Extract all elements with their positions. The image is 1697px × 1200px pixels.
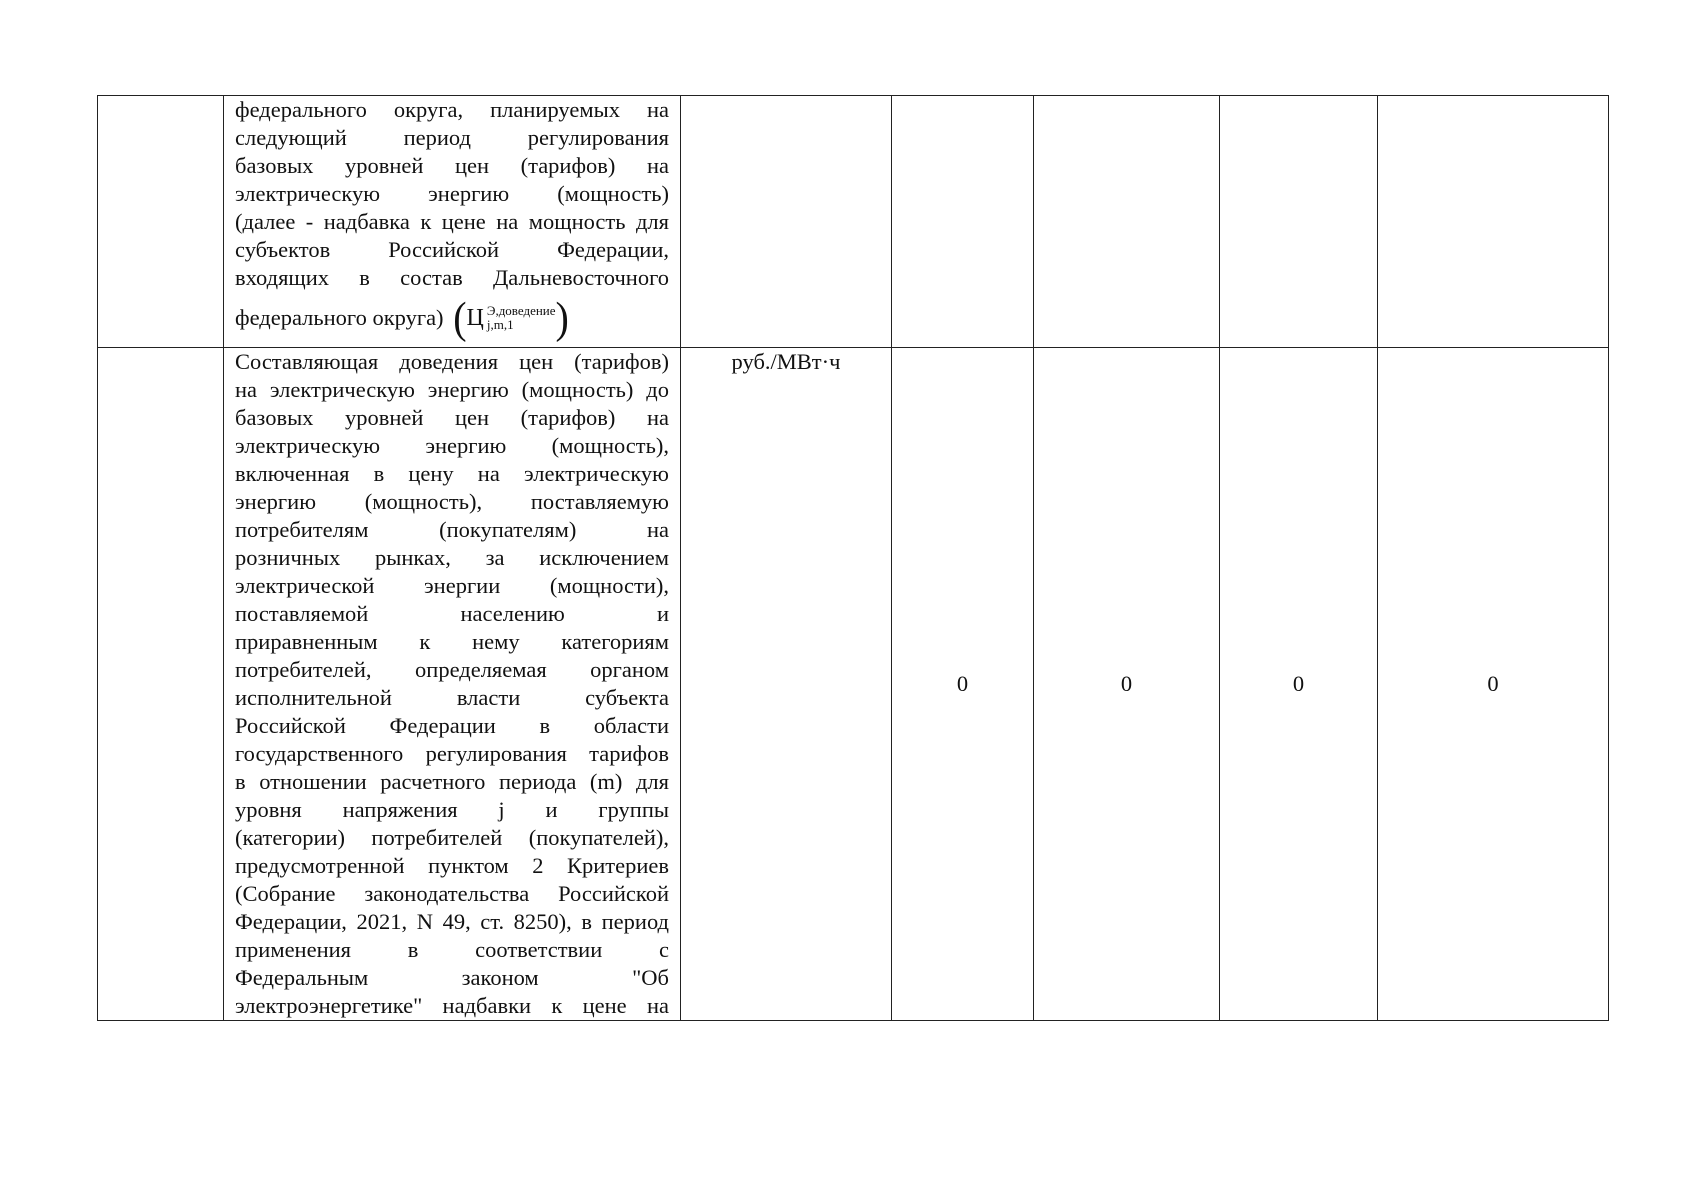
description-line: (категории) потребителей (покупателей), bbox=[235, 825, 669, 850]
unit-cell: руб./МВт·ч bbox=[681, 348, 892, 1021]
description-line: потребителей, определяемая органом bbox=[235, 657, 669, 682]
description-line: приравненным к нему категориям bbox=[235, 629, 669, 654]
description-line: электрическую энергию (мощность) bbox=[235, 181, 669, 206]
value-cell: 0 bbox=[1220, 348, 1378, 1021]
unit-cell bbox=[681, 96, 892, 348]
number-cell bbox=[98, 96, 224, 348]
table-row bbox=[98, 348, 1609, 1021]
description-line: розничных рынках, за исключением bbox=[235, 545, 669, 570]
description-line: на электрическую энергию (мощность) до bbox=[235, 377, 669, 402]
description-line: уровня напряжения j и группы bbox=[235, 797, 669, 822]
value-cell bbox=[1034, 96, 1220, 348]
formula-symbol-group bbox=[467, 304, 556, 332]
description-line: исполнительной власти субъекта bbox=[235, 685, 669, 710]
right-paren: ) bbox=[555, 292, 569, 343]
description-line: (Собрание законодательства Российской bbox=[235, 881, 669, 906]
description-line: электрическую энергию (мощность), bbox=[235, 433, 669, 458]
description-line: федерального округа, планируемых на bbox=[235, 97, 669, 122]
description-line: Российской Федерации в области bbox=[235, 713, 669, 738]
formula-indices bbox=[487, 304, 556, 332]
formula-subscript: j,m,1 bbox=[486, 317, 514, 332]
description-line: базовых уровней цен (тарифов) на bbox=[235, 405, 669, 430]
description-line: базовых уровней цен (тарифов) на bbox=[235, 153, 669, 178]
tariff-table bbox=[97, 95, 1609, 1021]
price-formula bbox=[453, 292, 569, 343]
value-cell bbox=[892, 96, 1034, 348]
formula-superscript: Э,доведение bbox=[486, 303, 556, 318]
description-line: Федерации, 2021, N 49, ст. 8250), в период bbox=[235, 909, 669, 934]
description-cell bbox=[224, 348, 681, 1021]
description-line: электрической энергии (мощности), bbox=[235, 573, 669, 598]
description-line: входящих в состав Дальневосточного bbox=[235, 265, 669, 290]
description-line: государственного регулирования тарифов bbox=[235, 741, 669, 766]
description-line: в отношении расчетного периода (m) для bbox=[235, 769, 669, 794]
description-cell bbox=[224, 96, 681, 348]
description-line: Федеральным законом "Об bbox=[235, 965, 669, 990]
description-line-with-formula bbox=[235, 292, 669, 343]
description-line: предусмотренной пунктом 2 Критериев bbox=[235, 853, 669, 878]
description-line: следующий период регулирования bbox=[235, 125, 669, 150]
value-cell: 0 bbox=[1378, 348, 1609, 1021]
description-line: электроэнергетике" надбавки к цене на bbox=[235, 993, 669, 1018]
number-cell bbox=[98, 348, 224, 1021]
formula-symbol: Ц bbox=[466, 305, 484, 331]
description-line: (далее - надбавка к цене на мощность для bbox=[235, 209, 669, 234]
description-line: энергию (мощность), поставляемую bbox=[235, 489, 669, 514]
description-last-text: федерального округа) bbox=[235, 305, 444, 330]
value-cell bbox=[1378, 96, 1609, 348]
value-cell: 0 bbox=[892, 348, 1034, 1021]
description-line: субъектов Российской Федерации, bbox=[235, 237, 669, 262]
value-cell: 0 bbox=[1034, 348, 1220, 1021]
description-line: Составляющая доведения цен (тарифов) bbox=[235, 349, 669, 374]
description-line: включенная в цену на электрическую bbox=[235, 461, 669, 486]
left-paren: ( bbox=[453, 292, 467, 343]
value-cell bbox=[1220, 96, 1378, 348]
description-line: потребителям (покупателям) на bbox=[235, 517, 669, 542]
description-line: поставляемой населению и bbox=[235, 601, 669, 626]
description-line: применения в соответствии с bbox=[235, 937, 669, 962]
table-row bbox=[98, 96, 1609, 348]
